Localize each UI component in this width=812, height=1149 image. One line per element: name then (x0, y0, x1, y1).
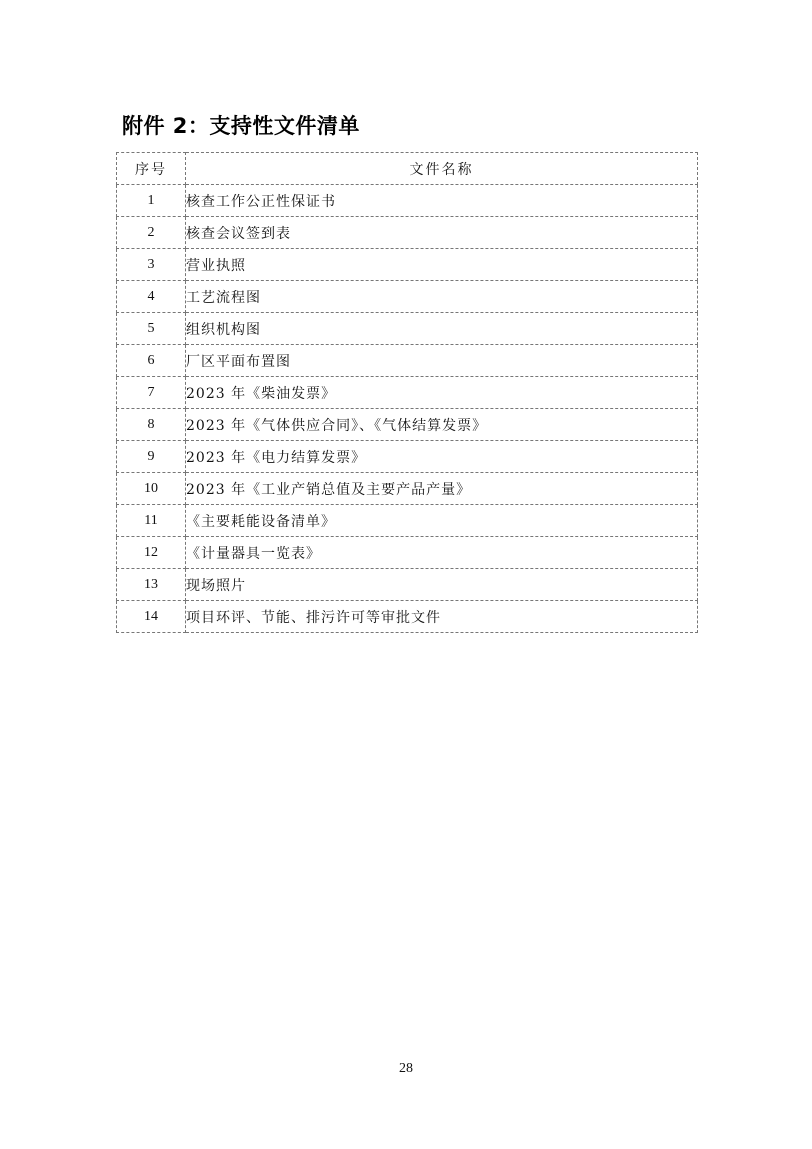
table-row (117, 409, 698, 441)
supporting-documents-table (116, 152, 698, 633)
table-row (117, 313, 698, 345)
row-number: 5 (117, 313, 186, 345)
row-number: 14 (117, 601, 186, 633)
table-row (117, 441, 698, 473)
page-number: 28 (399, 1061, 413, 1076)
document-name: 现场照片 (186, 569, 698, 601)
document-name: 工艺流程图 (186, 281, 698, 313)
row-number: 10 (117, 473, 186, 505)
row-number: 11 (117, 505, 186, 537)
row-number: 8 (117, 409, 186, 441)
document-name: 《计量器具一览表》 (186, 537, 698, 569)
document-name: 2023 年《柴油发票》 (186, 377, 698, 409)
row-number: 3 (117, 249, 186, 281)
document-name: 核查工作公正性保证书 (186, 185, 698, 217)
row-number: 6 (117, 345, 186, 377)
table-row (117, 217, 698, 249)
document-name: 《主要耗能设备清单》 (186, 505, 698, 537)
table-row (117, 569, 698, 601)
document-name: 营业执照 (186, 249, 698, 281)
document-name: 项目环评、节能、排污许可等审批文件 (186, 601, 698, 633)
document-name: 2023 年《气体供应合同》、《气体结算发票》 (186, 409, 698, 441)
document-name: 核查会议签到表 (186, 217, 698, 249)
column-header-number: 序号 (117, 153, 186, 185)
table-row (117, 473, 698, 505)
row-number: 2 (117, 217, 186, 249)
table-row (117, 505, 698, 537)
attachment-heading: 附件 2：支持性文件清单 (122, 114, 360, 138)
row-number: 13 (117, 569, 186, 601)
row-number: 7 (117, 377, 186, 409)
table-row (117, 377, 698, 409)
table-header-row (117, 153, 698, 185)
row-number: 4 (117, 281, 186, 313)
table-row (117, 281, 698, 313)
document-name: 厂区平面布置图 (186, 345, 698, 377)
table-row (117, 185, 698, 217)
row-number: 9 (117, 441, 186, 473)
table-row (117, 249, 698, 281)
column-header-document-name: 文件名称 (186, 153, 698, 185)
document-name: 2023 年《电力结算发票》 (186, 441, 698, 473)
row-number: 12 (117, 537, 186, 569)
document-name: 2023 年《工业产销总值及主要产品产量》 (186, 473, 698, 505)
row-number: 1 (117, 185, 186, 217)
document-name: 组织机构图 (186, 313, 698, 345)
table-row (117, 601, 698, 633)
table-row (117, 345, 698, 377)
table-row (117, 537, 698, 569)
